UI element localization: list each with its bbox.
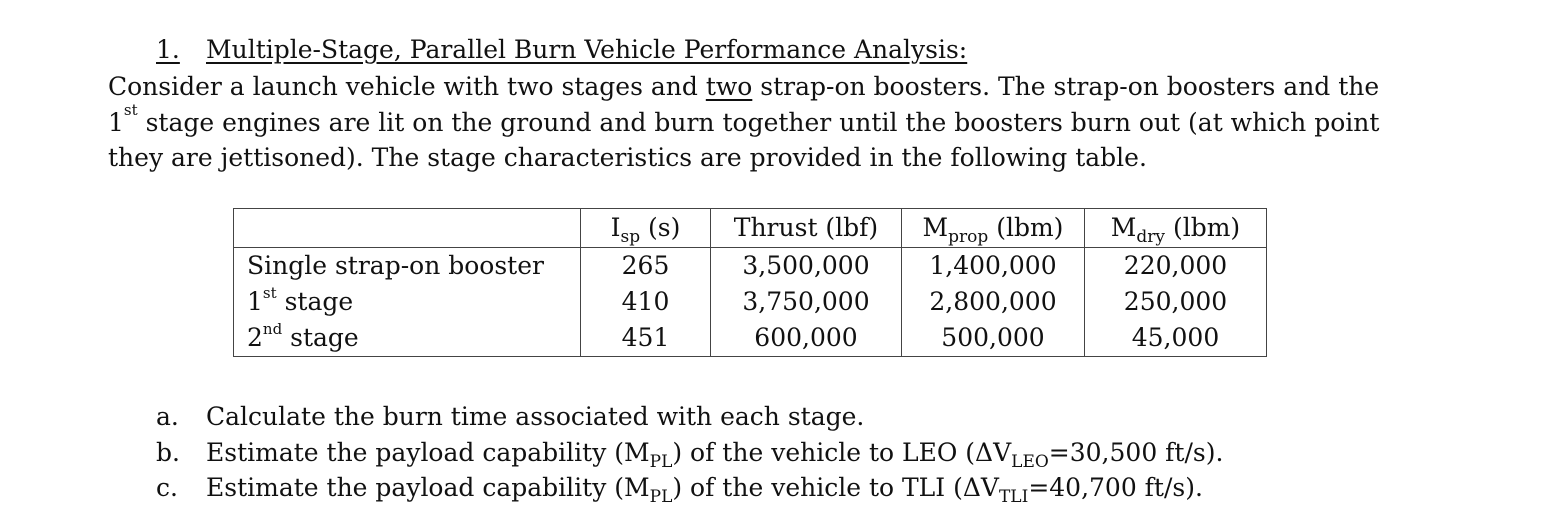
row-label — [234, 284, 581, 320]
question-text: =40,700 ft/s). — [1028, 473, 1203, 502]
header-text: (lbm) — [1165, 213, 1241, 242]
cell-mdry: 250,000 — [1085, 284, 1267, 320]
question-text: =30,500 ft/s). — [1048, 437, 1224, 467]
header-text: M — [922, 213, 949, 242]
question-b — [156, 435, 1223, 471]
header-subscript: sp — [620, 227, 641, 247]
header-mprop — [902, 209, 1085, 248]
table-row — [234, 284, 1267, 320]
header-text: (s) — [640, 213, 681, 242]
question-marker: b. — [156, 437, 180, 467]
cell-isp: 410 — [581, 284, 711, 320]
cell-mprop: 2,800,000 — [902, 284, 1085, 320]
question-text: ) of the vehicle to LEO (ΔV — [672, 437, 1012, 467]
question-subscript: PL — [649, 487, 673, 507]
question-subscript: PL — [649, 451, 673, 472]
question-text: Calculate the burn time associated with each stage. — [206, 402, 865, 431]
cell-thrust: 3,500,000 — [711, 248, 902, 285]
row-label-text: 2 — [247, 323, 263, 352]
table-row — [234, 320, 1267, 357]
stage-characteristics-table — [233, 208, 1267, 357]
question-text: ) of the vehicle to TLI (ΔV — [672, 473, 999, 502]
question-subscript: LEO — [1011, 451, 1049, 472]
row-label: Single strap-on booster — [234, 248, 581, 285]
problem-title: Multiple-Stage, Parallel Burn Vehicle Performance Analysis: — [206, 35, 968, 64]
header-thrust: Thrust (lbf) — [711, 209, 902, 248]
ordinal-superscript: st — [262, 284, 277, 302]
question-marker: a. — [156, 402, 179, 431]
question-subscript: TLI — [998, 487, 1029, 507]
row-label-text: 1 — [247, 287, 263, 316]
intro-line-3: they are jettisoned). The stage characteristics are provided in the following table. — [108, 143, 1147, 172]
header-isp — [581, 209, 711, 248]
question-a — [156, 399, 1223, 435]
question-c — [156, 470, 1223, 506]
ordinal-superscript: nd — [262, 320, 283, 338]
row-label-text: stage — [282, 323, 359, 352]
row-label — [234, 320, 581, 357]
cell-mdry: 45,000 — [1085, 320, 1267, 357]
header-mdry — [1085, 209, 1267, 248]
intro-text: strap-on boosters. The strap-on boosters and the — [752, 72, 1380, 101]
question-marker: c. — [156, 473, 178, 502]
table-header-row — [234, 209, 1267, 248]
header-subscript: prop — [948, 227, 989, 247]
header-subscript: dry — [1136, 227, 1166, 247]
ordinal-superscript: st — [123, 100, 138, 119]
question-list — [156, 399, 1223, 506]
intro-text: Consider a launch vehicle with two stages and — [108, 72, 706, 101]
cell-isp: 451 — [581, 320, 711, 357]
header-text: M — [1110, 213, 1137, 242]
cell-isp: 265 — [581, 248, 711, 285]
header-blank-cell — [234, 209, 581, 248]
header-text: I — [610, 213, 621, 242]
intro-text: 1 — [108, 107, 124, 137]
question-text: Estimate the payload capability (M — [206, 473, 650, 502]
intro-underlined-word: two — [705, 72, 753, 101]
cell-mdry: 220,000 — [1085, 248, 1267, 285]
problem-heading — [156, 33, 967, 67]
table-row — [234, 248, 1267, 285]
header-text: (lbm) — [988, 213, 1064, 242]
problem-number: 1. — [156, 35, 180, 64]
cell-thrust: 3,750,000 — [711, 284, 902, 320]
question-text: Estimate the payload capability (M — [206, 437, 650, 467]
intro-line-1 — [108, 69, 1528, 105]
intro-line-2 — [108, 100, 1528, 141]
cell-mprop: 500,000 — [902, 320, 1085, 357]
problem-intro — [108, 69, 1528, 176]
row-label-text: stage — [276, 287, 354, 316]
intro-text: stage engines are lit on the ground and burn together until the boosters burn out (at which point — [137, 107, 1380, 137]
cell-thrust: 600,000 — [711, 320, 902, 357]
cell-mprop: 1,400,000 — [902, 248, 1085, 285]
